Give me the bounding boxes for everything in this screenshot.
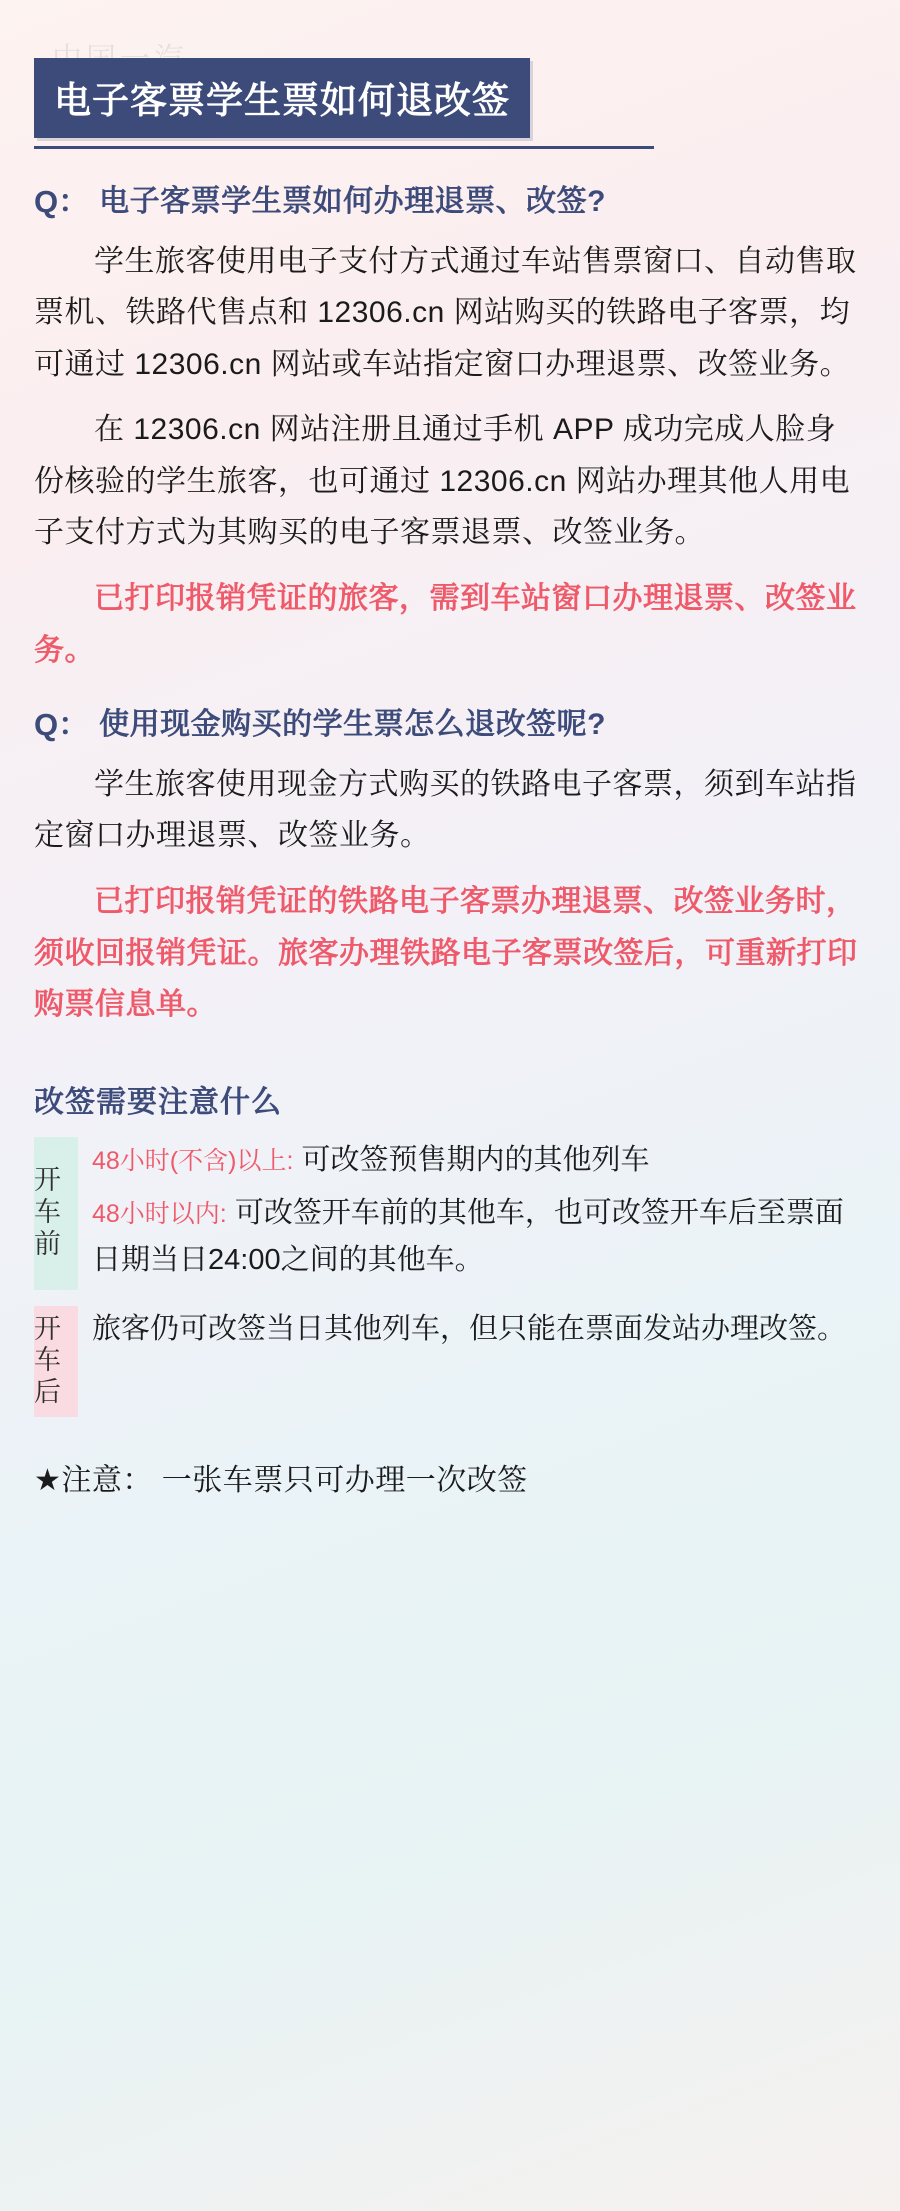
rule-body-before-departure — [92, 1137, 866, 1290]
question-text-1: 电子客票学生票如何办理退票、改签? — [99, 185, 606, 218]
question-marker-1: Q： — [34, 184, 90, 219]
rule-row-3 — [92, 1306, 866, 1353]
rule-row-1-text: 可改签预售期内的其他列车 — [301, 1143, 650, 1176]
rule-tag-after-departure: 开车后 — [34, 1306, 78, 1418]
answer-paragraph-2-2-highlight: 已打印报销凭证的铁路电子客票办理退票、改签业务时，须收回报销凭证。旅客办理铁路电子客票改签后，可重新打印购票信息单。 — [34, 884, 858, 1022]
rule-row-2-highlight: 48小时以内: — [92, 1199, 227, 1228]
rule-block-before-departure — [34, 1137, 866, 1290]
title-underline — [34, 146, 654, 149]
note-text: 注意： 一张车票只可办理一次改签 — [61, 1464, 528, 1498]
rule-block-after-departure — [34, 1306, 866, 1418]
section-heading: 改签需要注意什么 — [34, 1085, 282, 1119]
rule-body-after-departure — [92, 1306, 866, 1418]
answer-paragraph-1-2: 在 12306.cn 网站注册且通过手机 APP 成功完成人脸身份核验的学生旅客，也可通过 12306.cn 网站办理其他人用电子支付方式为其购买的电子客票退票、改签业务。 — [34, 413, 851, 550]
star-icon: ★ — [34, 1464, 62, 1498]
answer-paragraph-1-1: 学生旅客使用电子支付方式通过车站售票窗口、自动售取票机、铁路代售点和 12306.cn 网站购买的铁路电子客票，均可通过 12306.cn 网站或车站指定窗口办理退票、改签业务。 — [34, 244, 857, 381]
rule-row-2 — [92, 1190, 866, 1284]
question-text-2: 使用现金购买的学生票怎么退改签呢? — [99, 708, 606, 742]
question-marker-2: Q： — [34, 707, 90, 743]
note-line — [34, 1457, 866, 1505]
page-title: 电子客票学生票如何退改签 — [34, 58, 530, 138]
rule-row-1-highlight: 48小时(不含)以上: — [92, 1146, 294, 1175]
question-block-2 — [34, 702, 866, 749]
rule-row-1 — [92, 1137, 866, 1184]
rule-row-3-text: 旅客仍可改签当日其他列车，但只能在票面发站办理改签。 — [92, 1312, 847, 1345]
answer-paragraph-2-1: 学生旅客使用现金方式购买的铁路电子客票，须到车站指定窗口办理退票、改签业务。 — [34, 767, 857, 853]
rule-row-2-text: 可改签开车前的其他车，也可改签开车后至票面日期当日24:00之间的其他车。 — [92, 1196, 844, 1276]
answer-paragraph-1-3-highlight: 已打印报销凭证的旅客，需到车站窗口办理退票、改签业务。 — [34, 582, 857, 667]
question-block-1 — [34, 179, 866, 226]
rule-tag-before-departure: 开车前 — [34, 1137, 78, 1290]
